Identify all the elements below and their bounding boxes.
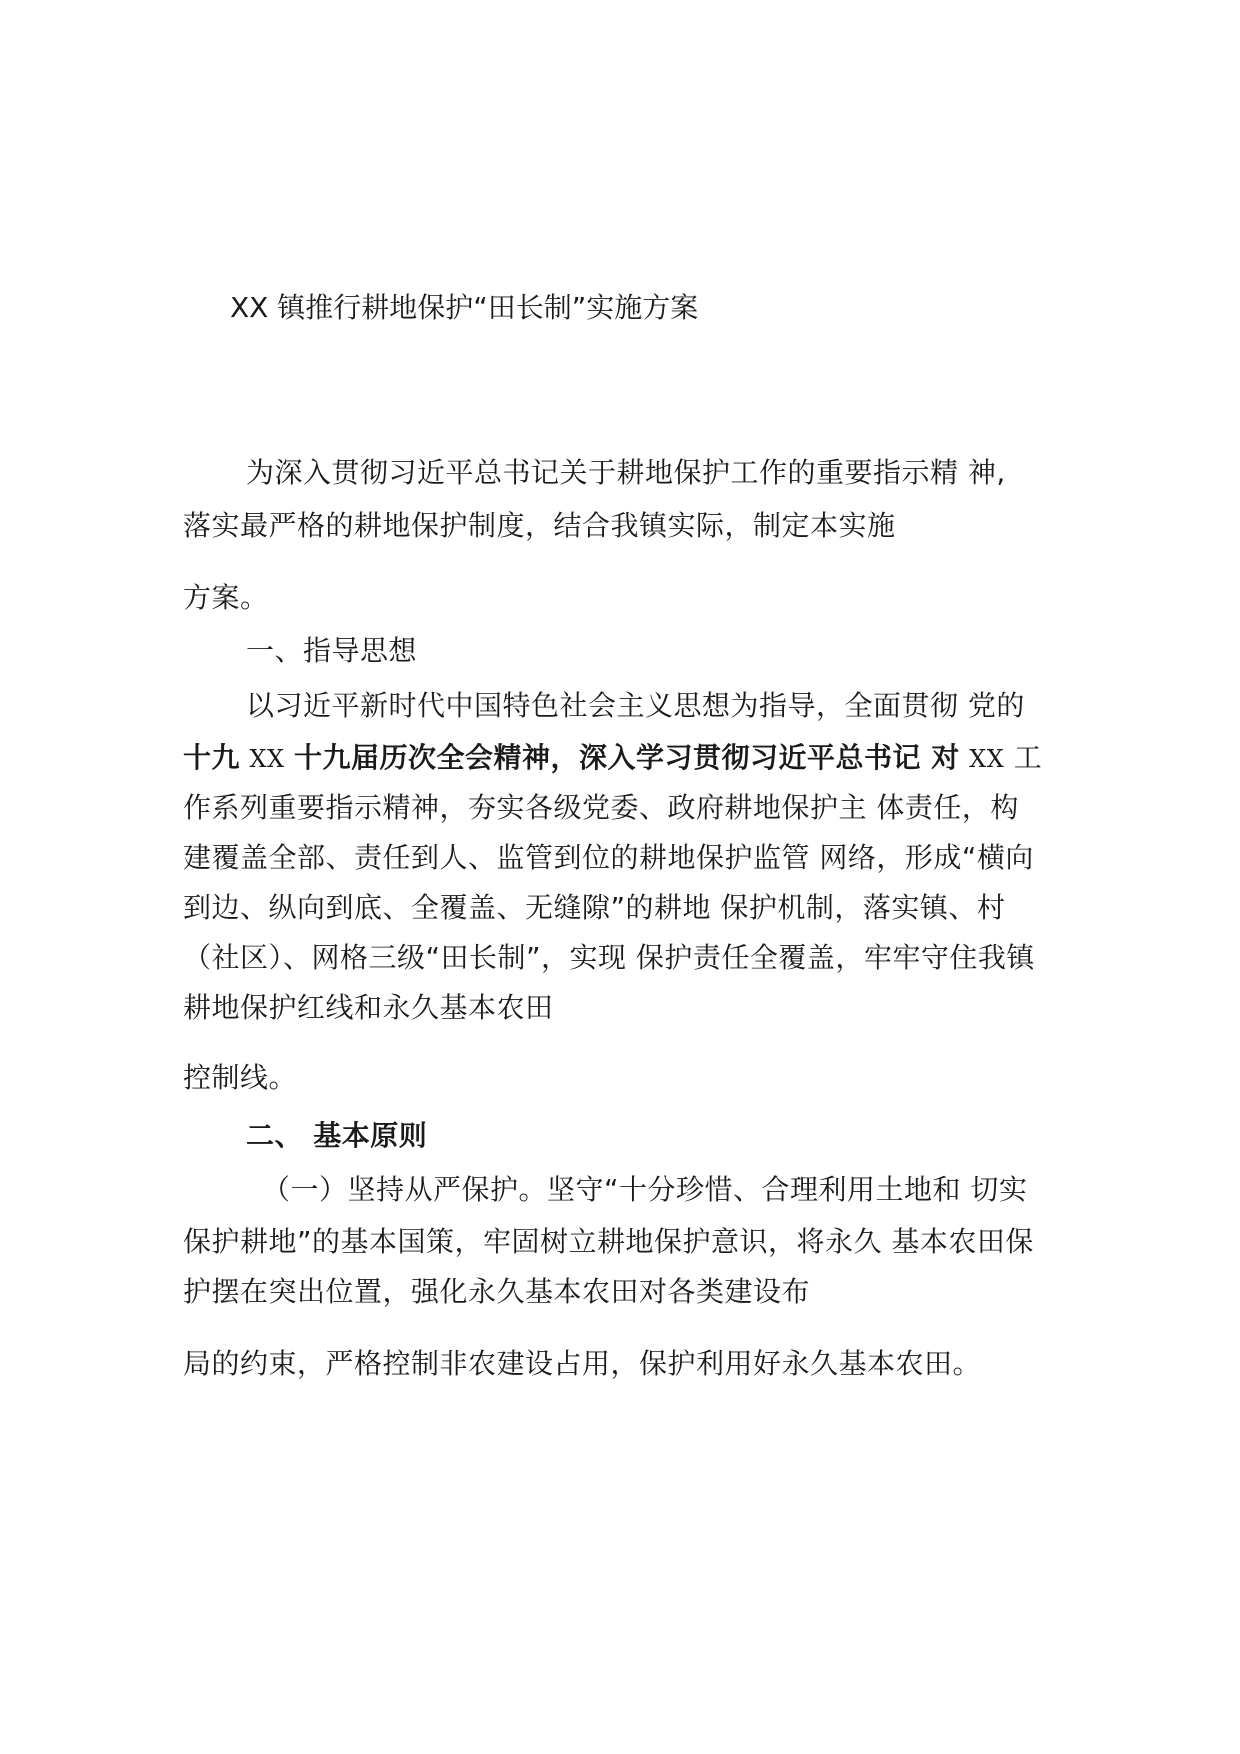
section-1-line-2-d: XX — [969, 745, 1005, 773]
section-2-line-4: 局的约束，严格控制非农建设占用，保护利用好永久基本农田。 — [183, 1347, 982, 1380]
section-1-line-4: 建覆盖全部、责任到人、监管到位的耕地保护监管 网络，形成“横向 — [183, 841, 1034, 874]
section-1-line-8: 控制线。 — [183, 1061, 298, 1094]
section-1-line-2-a: 十九 — [183, 741, 241, 774]
section-1-heading: 一、指导思想 — [246, 634, 418, 667]
section-2-line-2: 保护耕地”的基本国策，牢固树立耕地保护意识，将永久 基本农田保 — [183, 1225, 1034, 1258]
section-1-line-2 — [183, 740, 1042, 777]
section-1-line-5: 到边、纵向到底、全覆盖、无缝隙”的耕地 保护机制，落实镇、村 — [183, 891, 1006, 924]
section-1-line-6: （社区）、网格三级“田长制”，实现 保护责任全覆盖，牢牢守住我镇 — [183, 941, 1035, 974]
section-2-heading: 二、 基本原则 — [246, 1119, 428, 1152]
section-1-line-1: 以习近平新时代中国特色社会主义思想为指导，全面贯彻 党的 — [246, 689, 1025, 722]
section-2-line-1: （一）坚持从严保护。坚守“十分珍惜、合理利用土地和 切实 — [262, 1173, 1028, 1206]
intro-line-2: 落实最严格的耕地保护制度，结合我镇实际，制定本实施 — [183, 509, 896, 542]
section-1-line-2-b: XX — [249, 745, 285, 773]
intro-line-3: 方案。 — [183, 581, 269, 614]
section-2-line-3: 护摆在突出位置，强化永久基本农田对各类建设布 — [183, 1275, 811, 1308]
section-1-line-2-e: 工 — [1013, 741, 1043, 774]
document-title: XX 镇推行耕地保护“田长制”实施方案 — [230, 291, 699, 324]
section-1-line-2-c: 十九届历次全会精神，深入学习贯彻习近平总书记 对 — [294, 741, 960, 774]
section-1-line-7: 耕地保护红线和永久基本农田 — [183, 991, 554, 1024]
section-1-line-3: 作系列重要指示精神，夯实各级党委、政府耕地保护主 体责任，构 — [183, 791, 1019, 824]
intro-line-1: 为深入贯彻习近平总书记关于耕地保护工作的重要指示精 神, — [246, 456, 1006, 489]
